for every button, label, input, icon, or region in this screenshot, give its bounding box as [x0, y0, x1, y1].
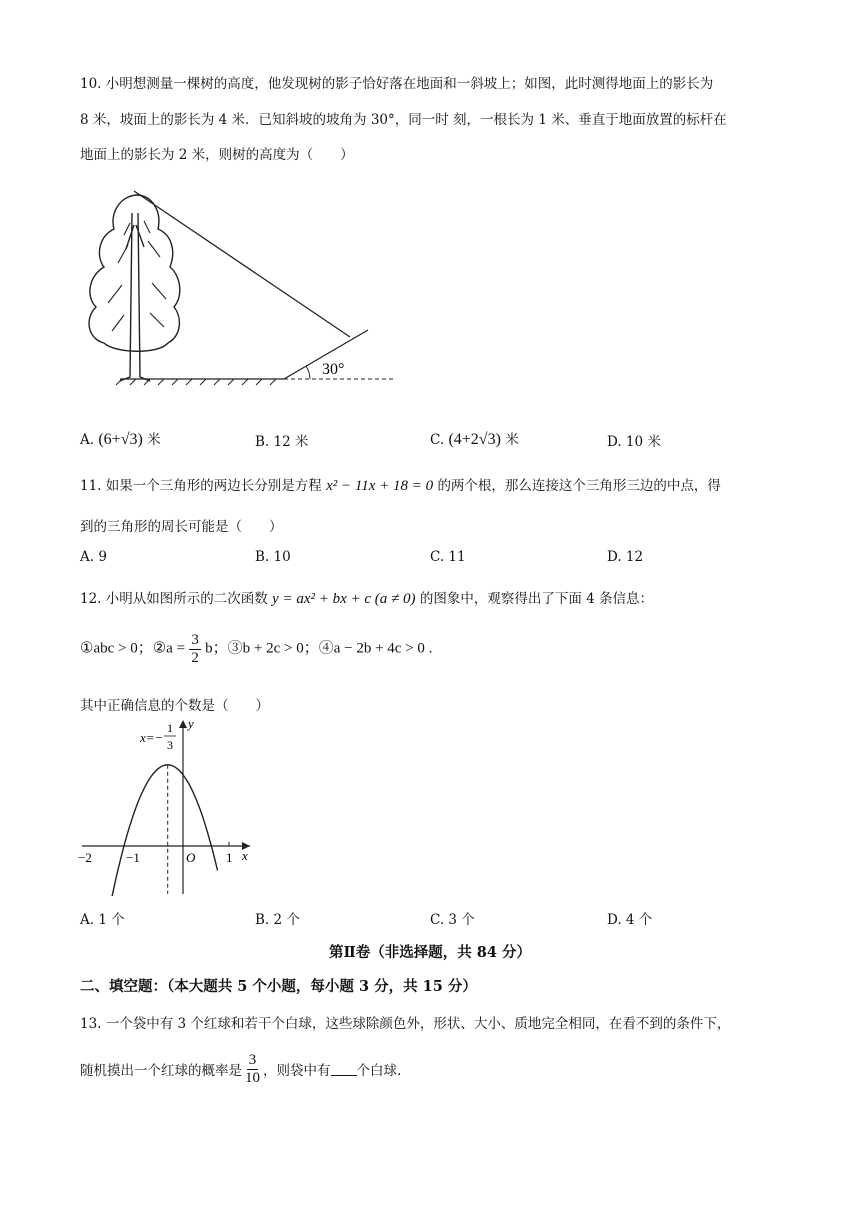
q13-answer-blank[interactable]	[331, 1063, 357, 1076]
q12-question: 其中正确信息的个数是（ ）	[80, 698, 269, 714]
q12-option-b[interactable]: B. 2 个	[255, 912, 300, 928]
shadow-ray-line	[134, 191, 350, 337]
symmetry-frac-den: 3	[167, 738, 173, 752]
q13-line1: 13. 一个袋中有 3 个红球和若干个白球，这些球除颜色外，形状、大小、质地完全相同，在看不到的条件下，	[80, 1016, 731, 1032]
tree-branches	[108, 221, 166, 331]
symmetry-frac-num: 1	[167, 721, 173, 735]
q12-fraction: $\frac{3}{2}$	[191, 632, 199, 666]
origin-label: O	[186, 850, 196, 865]
q11-option-a[interactable]: A. 9	[80, 549, 107, 565]
q13-fraction: $\frac{3}{10}$	[245, 1052, 260, 1086]
section-heading: 二、填空题：（本大题共 5 个小题，每小题 3 分，共 15 分）	[80, 978, 477, 995]
q11-option-b[interactable]: B. 10	[255, 549, 291, 565]
symmetry-label: x=−	[140, 730, 164, 745]
q10-option-b[interactable]: B. 12 米	[255, 434, 309, 450]
q11-option-c[interactable]: C. 11	[430, 549, 466, 565]
parabola-graph	[76, 716, 256, 896]
q10-option-a[interactable]: A. (6+√3) 米	[80, 431, 161, 448]
q11-line2: 到的三角形的周长可能是（ ）	[80, 519, 283, 535]
tree-canopy	[89, 195, 180, 351]
tick-label-neg1: −1	[126, 850, 140, 865]
y-axis-arrow	[179, 720, 187, 728]
q12-info-line: ①abc > 0；②a = $\frac{3}{2}$ b；③b + 2c > 0；④a − 2b + 4c > 0 .	[80, 632, 433, 666]
q12-option-c[interactable]: C. 3 个	[430, 912, 475, 928]
q10-line3: 地面上的影长为 2 米，则树的高度为（ ）	[80, 147, 354, 163]
q11-option-d[interactable]: D. 12	[607, 549, 644, 565]
parabola-curve	[103, 765, 218, 896]
q10-option-d[interactable]: D. 10 米	[607, 434, 661, 450]
tree-trunk	[120, 213, 150, 381]
q11-line1: 11. 如果一个三角形的两边长分别是方程 x² − 11x + 18 = 0 的两个根，那么连接这个三角形三边的中点，得	[80, 478, 721, 494]
q10-option-c[interactable]: C. (4+2√3) 米	[430, 431, 519, 448]
q12-line1: 12. 小明从如图所示的二次函数 y = ax² + bx + c (a ≠ 0) 的图象中，观察得出了下面 4 条信息：	[80, 591, 653, 607]
q10-line1: 10. 小明想测量一棵树的高度，他发现树的影子恰好落在地面和一斜坡上；如图，此时测得地面上的影长为	[80, 76, 714, 92]
q11-equation: x² − 11x + 18 = 0	[326, 478, 434, 494]
angle-arc	[306, 366, 310, 379]
q10-option-c-expr: (4+2√3)	[448, 431, 501, 448]
angle-label: 30°	[322, 361, 345, 378]
q10-option-a-expr: (6+√3)	[98, 431, 143, 448]
q10-line2: 8 米，坡面上的影长为 4 米．已知斜坡的坡角为 30°，同一时 刻，一根长为 1 米、垂直于地面放置的标杆在	[80, 112, 727, 128]
y-axis-label: y	[188, 716, 194, 731]
q12-equation: y = ax² + bx + c (a ≠ 0)	[272, 591, 416, 607]
tick-label-1: 1	[226, 850, 233, 865]
q13-line2: 随机摸出一个红球的概率是 $\frac{3}{10}$ ，则袋中有 个白球.	[80, 1052, 402, 1086]
tree-shadow-figure	[78, 185, 408, 390]
q12-option-d[interactable]: D. 4 个	[607, 912, 653, 928]
ground-hatching	[116, 379, 276, 385]
part-title: 第Ⅱ卷（非选择题，共 84 分）	[329, 944, 531, 961]
tick-label-neg2: −2	[78, 850, 92, 865]
x-axis-label: x	[242, 848, 248, 863]
q12-option-a[interactable]: A. 1 个	[80, 912, 125, 928]
